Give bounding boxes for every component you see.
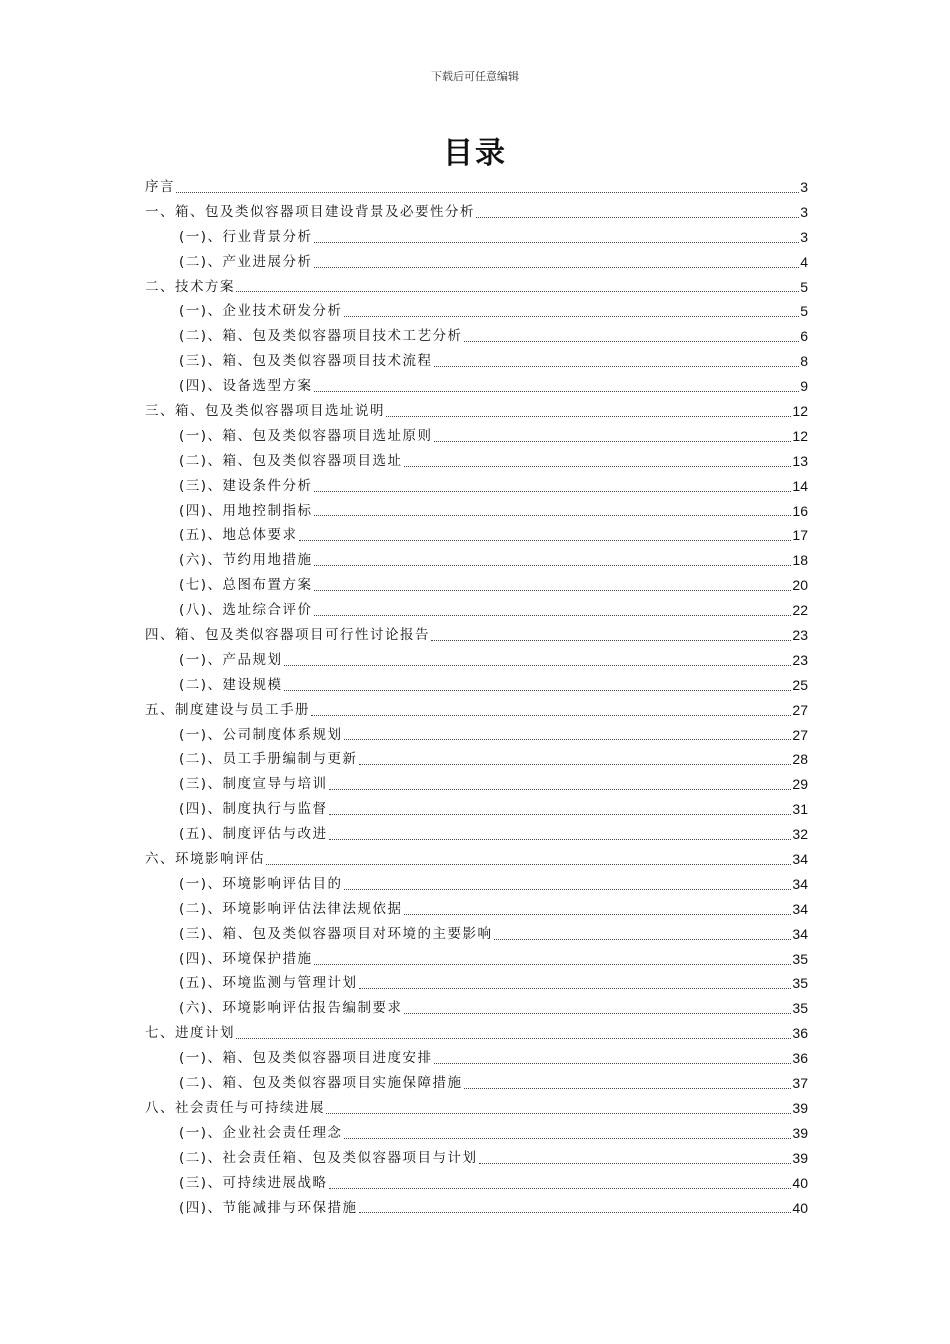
toc-entry-label: (一)、箱、包及类似容器项目选址原则 <box>179 427 433 444</box>
toc-entry-label: 六、环境影响评估 <box>145 851 265 868</box>
toc-entry-label: 序言 <box>145 178 175 195</box>
toc-entry-page-number: 40 <box>792 1174 808 1191</box>
toc-entry[interactable] <box>145 573 808 598</box>
toc-entry-page-number: 34 <box>792 925 808 942</box>
dot-leader <box>314 564 792 566</box>
toc-entry-label: (四)、制度执行与监督 <box>179 801 328 818</box>
toc-entry-label: (八)、选址综合评价 <box>179 602 313 619</box>
toc-entry[interactable] <box>145 1121 808 1146</box>
toc-entry-label: (二)、员工手册编制与更新 <box>179 751 358 768</box>
toc-entry[interactable] <box>145 897 808 922</box>
toc-entry[interactable] <box>145 374 808 399</box>
toc-entry-label: (一)、环境影响评估目的 <box>179 875 343 892</box>
dot-leader <box>359 1211 792 1213</box>
toc-entry-label: (二)、环境影响评估法律法规依据 <box>179 900 403 917</box>
dot-leader <box>464 340 800 342</box>
toc-entry[interactable] <box>145 275 808 300</box>
toc-entry-page-number: 3 <box>800 178 808 195</box>
dot-leader <box>494 938 792 940</box>
toc-entry[interactable] <box>145 922 808 947</box>
toc-entry-page-number: 36 <box>792 1025 808 1042</box>
toc-entry-label: (七)、总图布置方案 <box>179 577 313 594</box>
toc-entry[interactable] <box>145 349 808 374</box>
dot-leader <box>266 863 791 865</box>
toc-entry-page-number: 31 <box>792 801 808 818</box>
toc-entry[interactable] <box>145 847 808 872</box>
toc-entry[interactable] <box>145 225 808 250</box>
toc-entry-page-number: 13 <box>792 452 808 469</box>
toc-entry-page-number: 35 <box>792 950 808 967</box>
toc-entry-page-number: 36 <box>792 1050 808 1067</box>
dot-leader <box>299 539 792 541</box>
dot-leader <box>434 365 800 367</box>
dot-leader <box>314 614 792 616</box>
toc-entry-label: (一)、行业背景分析 <box>179 228 313 245</box>
toc-entry-label: (三)、可持续进展战略 <box>179 1174 328 1191</box>
toc-entry-page-number: 3 <box>800 228 808 245</box>
toc-entry[interactable] <box>145 1021 808 1046</box>
dot-leader <box>476 216 799 218</box>
toc-entry-page-number: 16 <box>792 502 808 519</box>
toc-entry[interactable] <box>145 1096 808 1121</box>
toc-entry-label: (四)、设备选型方案 <box>179 378 313 395</box>
toc-entry[interactable] <box>145 324 808 349</box>
dot-leader <box>314 266 800 268</box>
toc-entry-page-number: 8 <box>800 353 808 370</box>
dot-leader <box>329 813 792 815</box>
toc-entry-page-number: 22 <box>792 602 808 619</box>
toc-entry-label: (五)、环境监测与管理计划 <box>179 975 358 992</box>
toc-entry[interactable] <box>145 822 808 847</box>
toc-entry-label: (四)、节能减排与环保措施 <box>179 1199 358 1216</box>
toc-entry-page-number: 34 <box>792 900 808 917</box>
toc-entry[interactable] <box>145 523 808 548</box>
dot-leader <box>404 913 792 915</box>
toc-entry-label: 一、箱、包及类似容器项目建设背景及必要性分析 <box>145 203 475 220</box>
toc-entry-label: (三)、建设条件分析 <box>179 477 313 494</box>
dot-leader <box>329 788 792 790</box>
toc-entry-label: (四)、用地控制指标 <box>179 502 313 519</box>
dot-leader <box>329 1187 792 1189</box>
toc-entry-label: (二)、建设规模 <box>179 676 283 693</box>
toc-entry-label: 七、进度计划 <box>145 1025 235 1042</box>
dot-leader <box>464 1087 792 1089</box>
toc-entry-label: (一)、产品规划 <box>179 651 283 668</box>
toc-entry[interactable] <box>145 623 808 648</box>
toc-entry-page-number: 9 <box>800 378 808 395</box>
toc-entry[interactable] <box>145 250 808 275</box>
toc-entry-page-number: 25 <box>792 676 808 693</box>
toc-entry[interactable] <box>145 1071 808 1096</box>
dot-leader <box>314 390 800 392</box>
toc-entry[interactable] <box>145 200 808 225</box>
toc-entry-page-number: 6 <box>800 328 808 345</box>
toc-entry[interactable] <box>145 1046 808 1071</box>
toc-entry-page-number: 37 <box>792 1075 808 1092</box>
toc-entry-page-number: 39 <box>792 1124 808 1141</box>
toc-entry[interactable] <box>145 499 808 524</box>
toc-entry-label: (四)、环境保护措施 <box>179 950 313 967</box>
dot-leader <box>359 987 792 989</box>
toc-entry-label: (一)、企业技术研发分析 <box>179 303 343 320</box>
toc-entry-page-number: 34 <box>792 875 808 892</box>
toc-entry-label: (一)、公司制度体系规划 <box>179 726 343 743</box>
page-title: 目录 <box>443 136 507 171</box>
dot-leader <box>311 714 791 716</box>
toc-entry-label: (五)、制度评估与改进 <box>179 826 328 843</box>
dot-leader <box>359 763 792 765</box>
toc-entry-page-number: 28 <box>792 751 808 768</box>
toc-entry-label: 四、箱、包及类似容器项目可行性讨论报告 <box>145 627 430 644</box>
dot-leader <box>314 241 800 243</box>
toc-entry-page-number: 39 <box>792 1099 808 1116</box>
toc-entry-page-number: 17 <box>792 527 808 544</box>
toc-entry-label: (一)、企业社会责任理念 <box>179 1124 343 1141</box>
toc-entry[interactable] <box>145 673 808 698</box>
dot-leader <box>236 1037 791 1039</box>
toc-entry-page-number: 23 <box>792 651 808 668</box>
toc-entry-label: 二、技术方案 <box>145 278 235 295</box>
toc-entry[interactable] <box>145 449 808 474</box>
toc-entry-page-number: 23 <box>792 627 808 644</box>
toc-entry-page-number: 3 <box>800 203 808 220</box>
toc-entry-label: (三)、制度宣导与培训 <box>179 776 328 793</box>
dot-leader <box>314 490 792 492</box>
toc-entry[interactable] <box>145 747 808 772</box>
toc-entry-page-number: 5 <box>800 278 808 295</box>
toc-entry[interactable] <box>145 723 808 748</box>
toc-entry[interactable] <box>145 996 808 1021</box>
dot-leader <box>344 1137 792 1139</box>
toc-entry[interactable] <box>145 474 808 499</box>
toc-entry-label: 五、制度建设与员工手册 <box>145 701 310 718</box>
toc-entry[interactable] <box>145 972 808 997</box>
toc-entry[interactable] <box>145 175 808 200</box>
dot-leader <box>284 664 792 666</box>
toc-entry-page-number: 18 <box>792 552 808 569</box>
dot-leader <box>386 415 791 417</box>
toc-entry[interactable] <box>145 548 808 573</box>
toc-entry[interactable] <box>145 698 808 723</box>
toc-entry-page-number: 4 <box>800 253 808 270</box>
toc-entry-page-number: 39 <box>792 1149 808 1166</box>
toc-entry-label: (一)、箱、包及类似容器项目进度安排 <box>179 1050 433 1067</box>
toc-entry-page-number: 35 <box>792 1000 808 1017</box>
toc-entry-label: 三、箱、包及类似容器项目选址说明 <box>145 403 385 419</box>
toc-entry-page-number: 27 <box>792 701 808 718</box>
toc-entry[interactable] <box>145 424 808 449</box>
dot-leader <box>314 589 792 591</box>
toc-entry-label: (二)、箱、包及类似容器项目选址 <box>179 452 403 469</box>
toc-entry[interactable] <box>145 772 808 797</box>
toc-entry-page-number: 12 <box>792 403 808 419</box>
dot-leader <box>434 1062 792 1064</box>
toc-entry[interactable] <box>145 872 808 897</box>
toc-entry[interactable] <box>145 299 808 324</box>
dot-leader <box>344 315 800 317</box>
dot-leader <box>176 191 799 193</box>
dot-leader <box>479 1162 792 1164</box>
toc-entry-page-number: 34 <box>792 851 808 868</box>
dot-leader <box>344 888 792 890</box>
toc-entry-label: (六)、节约用地措施 <box>179 552 313 569</box>
toc-entry-label: (三)、箱、包及类似容器项目技术流程 <box>179 353 433 370</box>
toc-entry-label: 八、社会责任与可持续进展 <box>145 1099 325 1116</box>
toc-entry-page-number: 35 <box>792 975 808 992</box>
dot-leader <box>404 1012 792 1014</box>
header-note: 下载后可任意编辑 <box>431 70 519 83</box>
dot-leader <box>314 514 792 516</box>
toc-entry-page-number: 32 <box>792 826 808 843</box>
toc-entry-page-number: 12 <box>792 427 808 444</box>
toc-entry-page-number: 27 <box>792 726 808 743</box>
toc-entry-label: (二)、产业进展分析 <box>179 253 313 270</box>
toc-entry[interactable] <box>145 1196 808 1221</box>
toc-entry[interactable] <box>145 1146 808 1171</box>
dot-leader <box>404 465 792 467</box>
toc-entry-label: (三)、箱、包及类似容器项目对环境的主要影响 <box>179 925 493 942</box>
toc-entry[interactable] <box>145 947 808 972</box>
dot-leader <box>326 1112 791 1114</box>
toc-entry-label: (二)、社会责任箱、包及类似容器项目与计划 <box>179 1149 478 1166</box>
dot-leader <box>344 738 792 740</box>
dot-leader <box>434 440 792 442</box>
toc-entry-label: (二)、箱、包及类似容器项目实施保障措施 <box>179 1075 463 1092</box>
toc-entry-page-number: 5 <box>800 303 808 320</box>
toc-entry-page-number: 14 <box>792 477 808 494</box>
dot-leader <box>329 838 792 840</box>
dot-leader <box>431 639 791 641</box>
toc-entry[interactable] <box>145 598 808 623</box>
toc-entry[interactable] <box>145 797 808 822</box>
dot-leader <box>314 963 792 965</box>
toc-entry[interactable] <box>145 399 808 424</box>
dot-leader <box>236 290 799 292</box>
toc-entry-label: (五)、地总体要求 <box>179 527 298 544</box>
toc-entry-label: (二)、箱、包及类似容器项目技术工艺分析 <box>179 328 463 345</box>
toc-entry[interactable] <box>145 648 808 673</box>
dot-leader <box>284 689 792 691</box>
toc-entry[interactable] <box>145 1171 808 1196</box>
toc-entry-page-number: 29 <box>792 776 808 793</box>
table-of-contents <box>145 175 808 1220</box>
toc-entry-page-number: 20 <box>792 577 808 594</box>
toc-entry-page-number: 40 <box>792 1199 808 1216</box>
toc-entry-label: (六)、环境影响评估报告编制要求 <box>179 1000 403 1017</box>
